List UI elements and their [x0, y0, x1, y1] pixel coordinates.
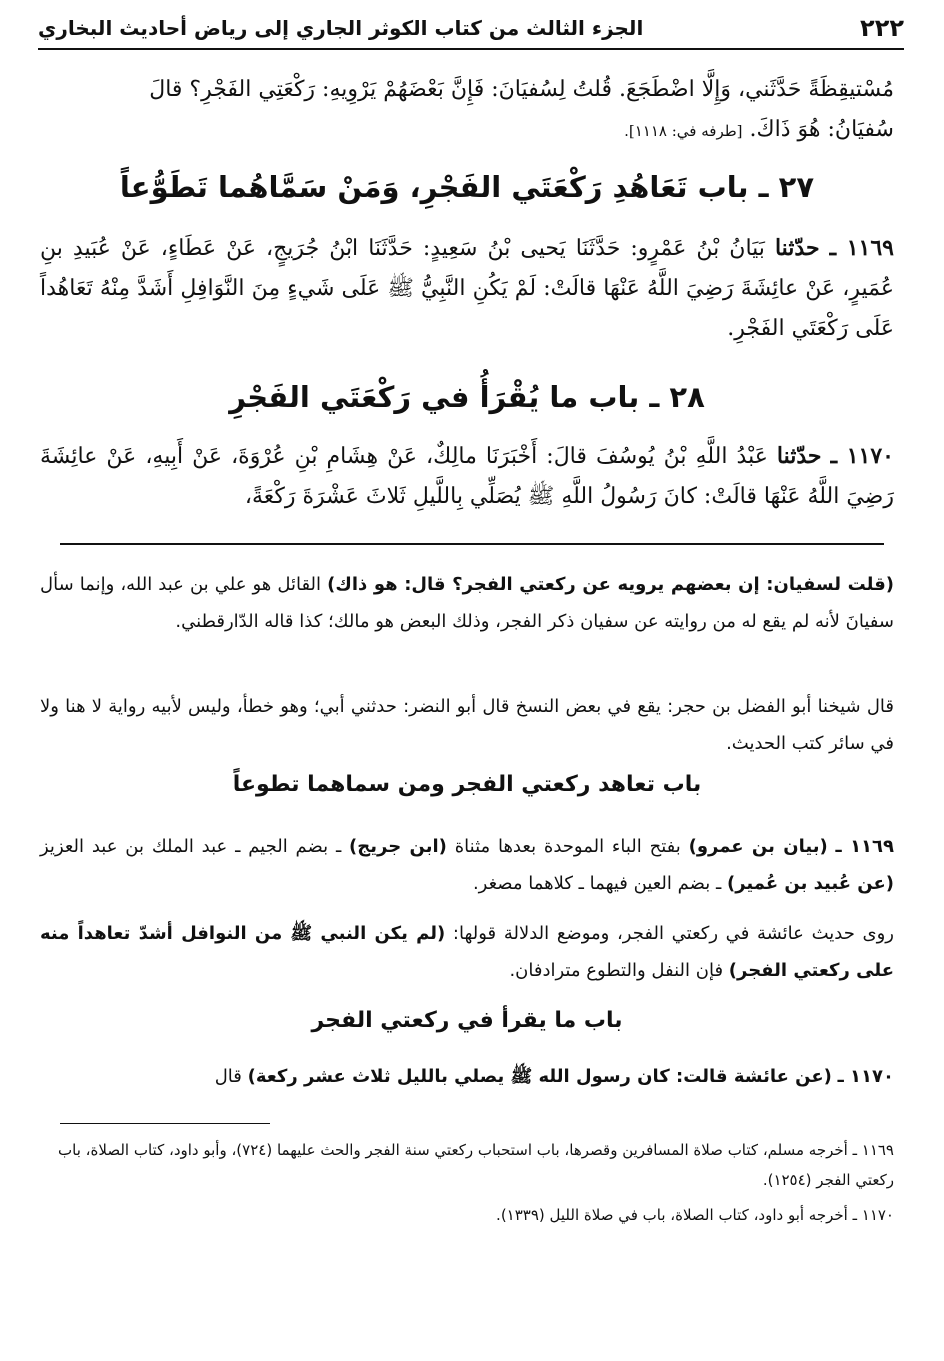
commentary-text: ـ بضم العين فيهما ـ كلاهما مصغر. — [472, 873, 722, 894]
footnote: ١١٦٩ ـ أخرجه مسلم، كتاب صلاة المسافرين وقصرها، باب استحباب ركعتي سنة الفجر والحث عليهما (٧٢٤)، وأبو داود، كتاب الصلاة، باب ركعتي الفجر (١٢٥٤). — [58, 1141, 894, 1189]
commentary-number: ١١٧٠ ـ — [837, 1066, 894, 1087]
cross-reference: [طرفه في: ١١١٨]. — [624, 122, 743, 140]
commentary-paragraph — [40, 566, 894, 640]
commentary-divider — [60, 543, 884, 545]
footnote-divider — [60, 1123, 270, 1124]
page-header — [38, 8, 904, 50]
quoted-phrase: (لم يكن النبي ﷺ من النوافل أشدّ تعاهداً منه على ركعتي الفجر) — [40, 923, 894, 981]
commentary-paragraph: قال شيخنا أبو الفضل بن حجر: يقع في بعض النسخ قال أبو النضر: حدثني أبي؛ وهو خطأ، وليس لأبيه رواية لا هنا ولا في سائر كتب الحديث. — [40, 696, 894, 754]
quoted-phrase: (بيان بن عمرو) — [688, 836, 828, 857]
continuation-line-2 — [40, 110, 894, 151]
commentary-text: ـ بضم الجيم ـ عبد الملك بن عبد العزيز — [40, 836, 342, 857]
quoted-phrase: (ابن جريج) — [349, 836, 447, 857]
footnote: ١١٧٠ ـ أخرجه أبو داود، كتاب الصلاة، باب في صلاة الليل (١٣٣٩). — [496, 1206, 894, 1224]
commentary-paragraph — [40, 915, 894, 989]
hadith-lead: حدّثنا — [774, 235, 820, 261]
chapter-28-heading: ٢٨ ـ باب ما يُقْرَأُ في رَكْعَتَي الفَجْرِ — [229, 380, 705, 414]
quoted-phrase: (عن عُبيد بن عُمير) — [726, 873, 894, 894]
commentary-text: بفتح الباء الموحدة بعدها مثناة — [454, 836, 681, 857]
hadith-number: ١١٦٩ ـ — [829, 235, 894, 261]
hadith-lead: حدّثنا — [776, 443, 822, 469]
commentary-heading: باب ما يقرأ في ركعتي الفجر — [311, 1008, 623, 1033]
hadith-continuation — [40, 70, 894, 151]
quoted-phrase: (عن عائشة قالت: كان رسول الله ﷺ يصلي بالليل ثلاث عشر ركعة) — [247, 1066, 832, 1087]
continuation-line-1: مُسْتيقِظَةً حَدَّثَني، وَإِلَّا اضْطَجَعَ. قُلتُ لِسُفيَانَ: فَإِنَّ بَعْضَهُمْ يَرْوِيهِ: رَكْعَتِي الفَجْرِ؟ قالَ — [149, 77, 894, 102]
commentary-heading: باب تعاهد ركعتي الفجر ومن سماهما تطوعاً — [232, 772, 702, 797]
running-title: الجزء الثالث من كتاب الكوثر الجاري إلى رياض أحاديث البخاري — [38, 16, 644, 40]
hadith-1169 — [40, 228, 894, 349]
commentary-number: ١١٦٩ ـ — [835, 836, 895, 857]
chapter-27-heading: ٢٧ ـ باب تَعَاهُدِ رَكْعَتَي الفَجْرِ، وَمَنْ سَمَّاهُما تَطَوُّعاً — [119, 170, 815, 204]
page-number: ٢٢٢ — [860, 14, 904, 42]
hadith-text: عَبْدُ اللَّهِ بْنُ يُوسُفَ قالَ: أَخْبَرَنَا مالِكٌ، عَنْ هِشَامِ بْنِ عُرْوَةَ، عَنْ أَبِيهِ، عَنْ عائِشَةَ رَضِيَ اللَّهُ عَنْهَا قالَتْ: كانَ رَسُولُ اللَّهِ ﷺ يُصَلِّي بِاللَّيلِ ثَلاثَ عَشْرَةَ رَكْعَةً، — [40, 444, 894, 509]
commentary-paragraph — [40, 828, 894, 902]
commentary-paragraph — [40, 1058, 894, 1095]
commentary-text: قال — [214, 1066, 242, 1087]
hadith-number: ١١٧٠ ـ — [830, 443, 894, 469]
commentary-text: القائل هو علي بن عبد الله، وإنما سأل سفيانَ لأنه لم يقع له من روايته عن سفيان ذكر الفجر، وذلك البعض هو مالك؛ كذا قاله الدّارقطني. — [40, 574, 894, 632]
commentary-text: فإن النفل والتطوع مترادفان. — [509, 960, 724, 981]
quoted-phrase: (قلت لسفيان: إن بعضهم يرويه عن ركعتي الفجر؟ قال: هو ذاك) — [327, 574, 894, 595]
commentary-text: روى حديث عائشة في ركعتي الفجر، وموضع الدلالة قولها: — [452, 923, 894, 944]
continuation-text: سُفيَانُ: هُوَ ذَاكَ. — [749, 117, 894, 142]
hadith-text: بَيَانُ بْنُ عَمْرٍو: حَدَّثَنَا يَحيى بْنُ سَعِيدٍ: حَدَّثَنَا ابْنُ جُرَيجٍ، عَنْ عَطَاءٍ، عَنْ عُبَيدِ بنِ عُمَيرٍ، عَنْ عائِشَةَ رَضِيَ اللَّهُ عَنْهَا قالَتْ: لَمْ يَكُنِ النَّبِيُّ ﷺ عَلَى شَيءٍ مِنَ النَّوَافِلِ أَشَدَّ مِنْهُ تَعَاهُداً عَلَى رَكْعَتَي الفَجْرِ. — [40, 236, 894, 341]
hadith-1170 — [40, 436, 894, 517]
